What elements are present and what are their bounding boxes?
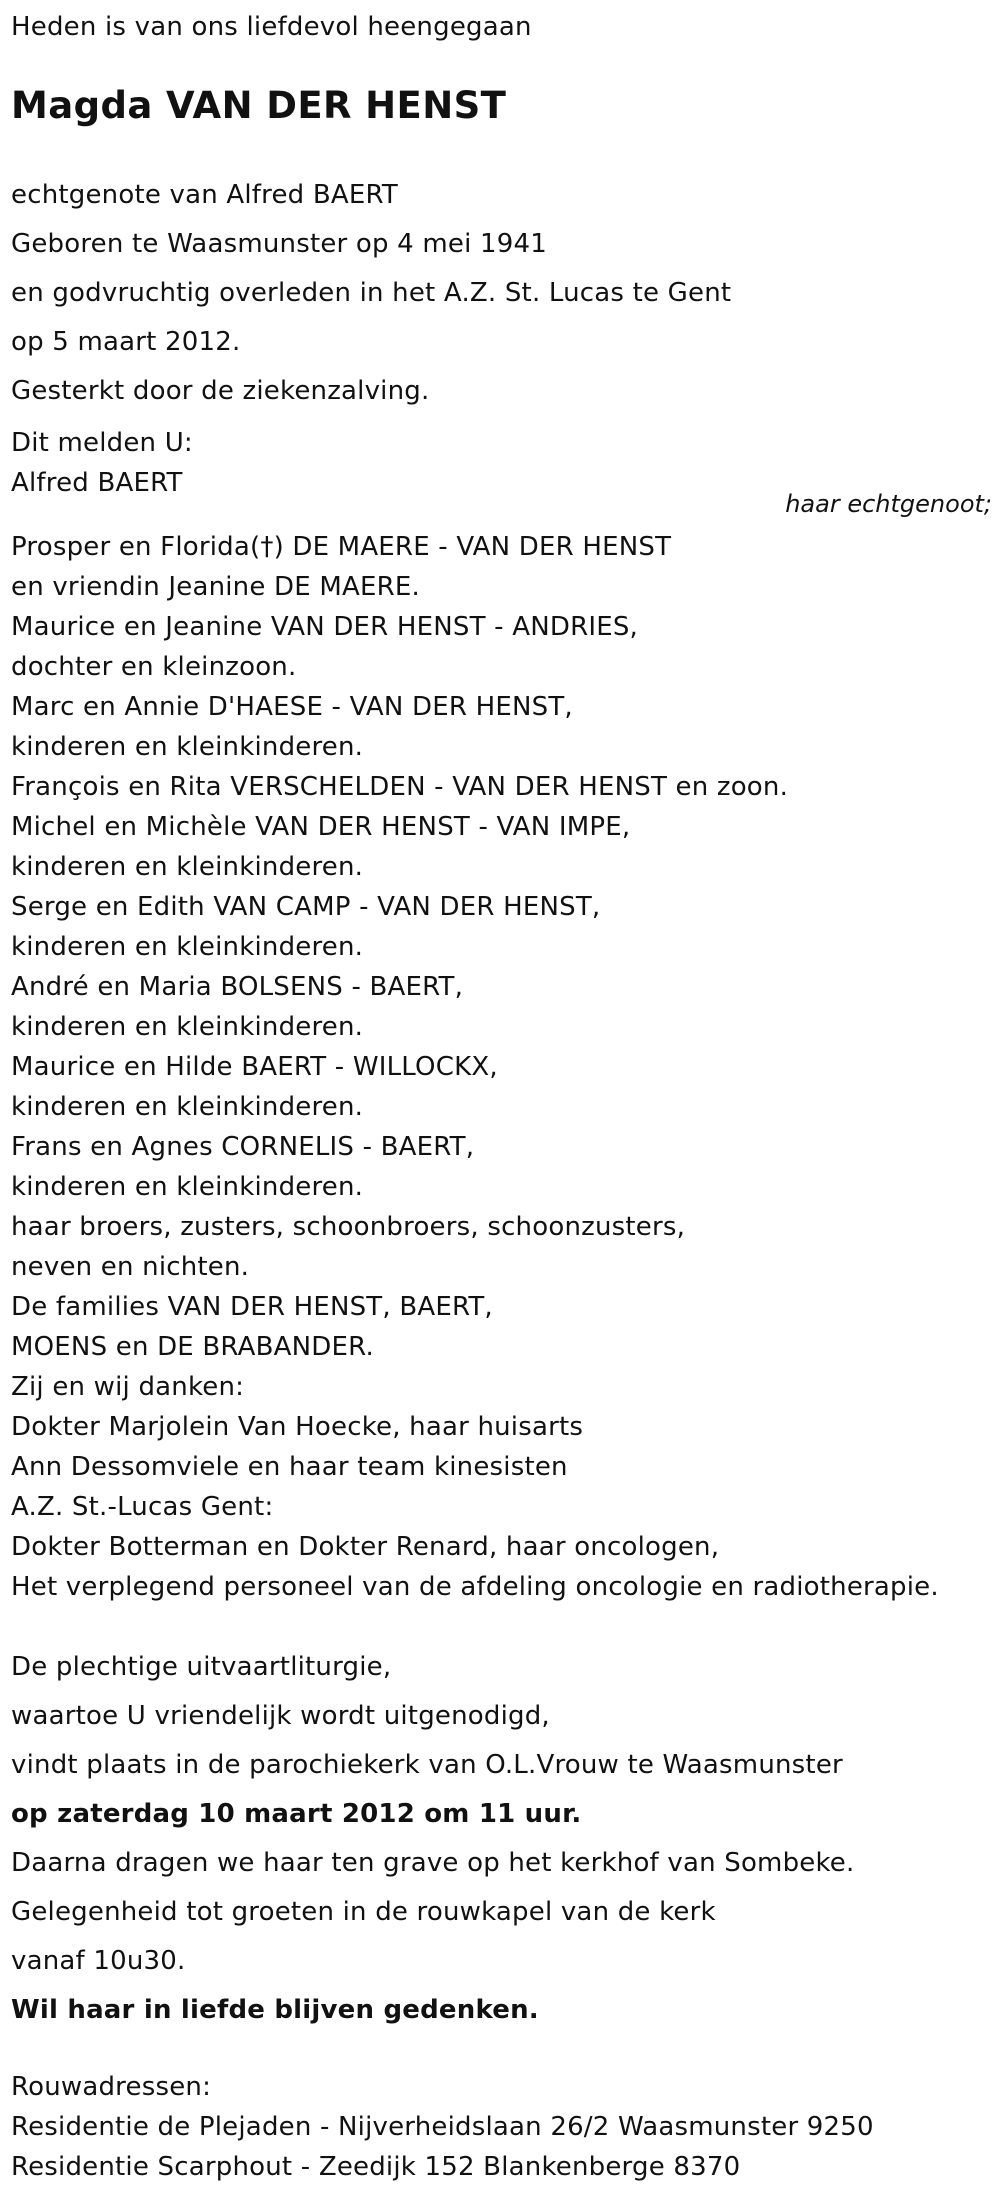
- spouse-name: Alfred BAERT: [11, 468, 183, 498]
- funeral-line: vindt plaats in de parochiekerk van O.L.Vrouw te Waasmunster: [11, 1750, 843, 1780]
- family-line: François en Rita VERSCHELDEN - VAN DER HENST en zoon.: [11, 772, 789, 802]
- family-line: De families VAN DER HENST, BAERT,: [11, 1292, 493, 1322]
- family-line: Michel en Michèle VAN DER HENST - VAN IMPE,: [11, 812, 631, 842]
- detail-line: echtgenote van Alfred BAERT: [11, 180, 398, 210]
- detail-line: op 5 maart 2012.: [11, 327, 241, 357]
- funeral-date: op zaterdag 10 maart 2012 om 11 uur.: [11, 1799, 582, 1829]
- after-line: vanaf 10u30.: [11, 1946, 186, 1976]
- family-line: MOENS en DE BRABANDER.: [11, 1332, 374, 1362]
- family-line: dochter en kleinzoon.: [11, 652, 297, 682]
- family-line: en vriendin Jeanine DE MAERE.: [11, 572, 420, 602]
- family-line: kinderen en kleinkinderen.: [11, 1092, 364, 1122]
- family-line: Zij en wij danken:: [11, 1372, 245, 1402]
- family-line: Maurice en Jeanine VAN DER HENST - ANDRIES,: [11, 612, 639, 642]
- family-line: Maurice en Hilde BAERT - WILLOCKX,: [11, 1052, 498, 1082]
- family-line: Marc en Annie D'HAESE - VAN DER HENST,: [11, 692, 573, 722]
- family-line: Dokter Botterman en Dokter Renard, haar oncologen,: [11, 1532, 720, 1562]
- family-line: André en Maria BOLSENS - BAERT,: [11, 972, 464, 1002]
- family-line: Dokter Marjolein Van Hoecke, haar huisarts: [11, 1412, 584, 1442]
- detail-line: en godvruchtig overleden in het A.Z. St. Lucas te Gent: [11, 278, 732, 308]
- detail-line: Gesterkt door de ziekenzalving.: [11, 376, 430, 406]
- family-line: neven en nichten.: [11, 1252, 250, 1282]
- family-line: kinderen en kleinkinderen.: [11, 1172, 364, 1202]
- family-line: kinderen en kleinkinderen.: [11, 732, 364, 762]
- after-line: Daarna dragen we haar ten grave op het kerkhof van Sombeke.: [11, 1848, 855, 1878]
- spouse-role: haar echtgenoot;: [785, 490, 992, 518]
- after-line: Gelegenheid tot groeten in de rouwkapel van de kerk: [11, 1897, 716, 1927]
- funeral-line: waartoe U vriendelijk wordt uitgenodigd,: [11, 1701, 550, 1731]
- intro-text: Heden is van ons liefdevol heengegaan: [11, 12, 532, 42]
- family-line: Ann Dessomviele en haar team kinesisten: [11, 1452, 568, 1482]
- family-line: Prosper en Florida(†) DE MAERE - VAN DER HENST: [11, 532, 672, 562]
- addresses-label: Rouwadressen:: [11, 2072, 212, 2102]
- deceased-name: Magda VAN DER HENST: [11, 84, 507, 127]
- address-line: Residentie de Plejaden - Nijverheidslaan 26/2 Waasmunster 9250: [11, 2112, 874, 2142]
- family-line: kinderen en kleinkinderen.: [11, 852, 364, 882]
- address-line: Residentie Scarphout - Zeedijk 152 Blankenberge 8370: [11, 2152, 741, 2182]
- family-line: kinderen en kleinkinderen.: [11, 1012, 364, 1042]
- detail-line: Geboren te Waasmunster op 4 mei 1941: [11, 229, 547, 259]
- family-line: haar broers, zusters, schoonbroers, schoonzusters,: [11, 1212, 686, 1242]
- announce-label: Dit melden U:: [11, 428, 193, 458]
- family-line: Serge en Edith VAN CAMP - VAN DER HENST,: [11, 892, 601, 922]
- family-line: A.Z. St.-Lucas Gent:: [11, 1492, 274, 1522]
- family-line: Frans en Agnes CORNELIS - BAERT,: [11, 1132, 475, 1162]
- family-line: kinderen en kleinkinderen.: [11, 932, 364, 962]
- family-line: Het verplegend personeel van de afdeling oncologie en radiotherapie.: [11, 1572, 939, 1602]
- funeral-line: De plechtige uitvaartliturgie,: [11, 1652, 392, 1682]
- closing-text: Wil haar in liefde blijven gedenken.: [11, 1995, 539, 2025]
